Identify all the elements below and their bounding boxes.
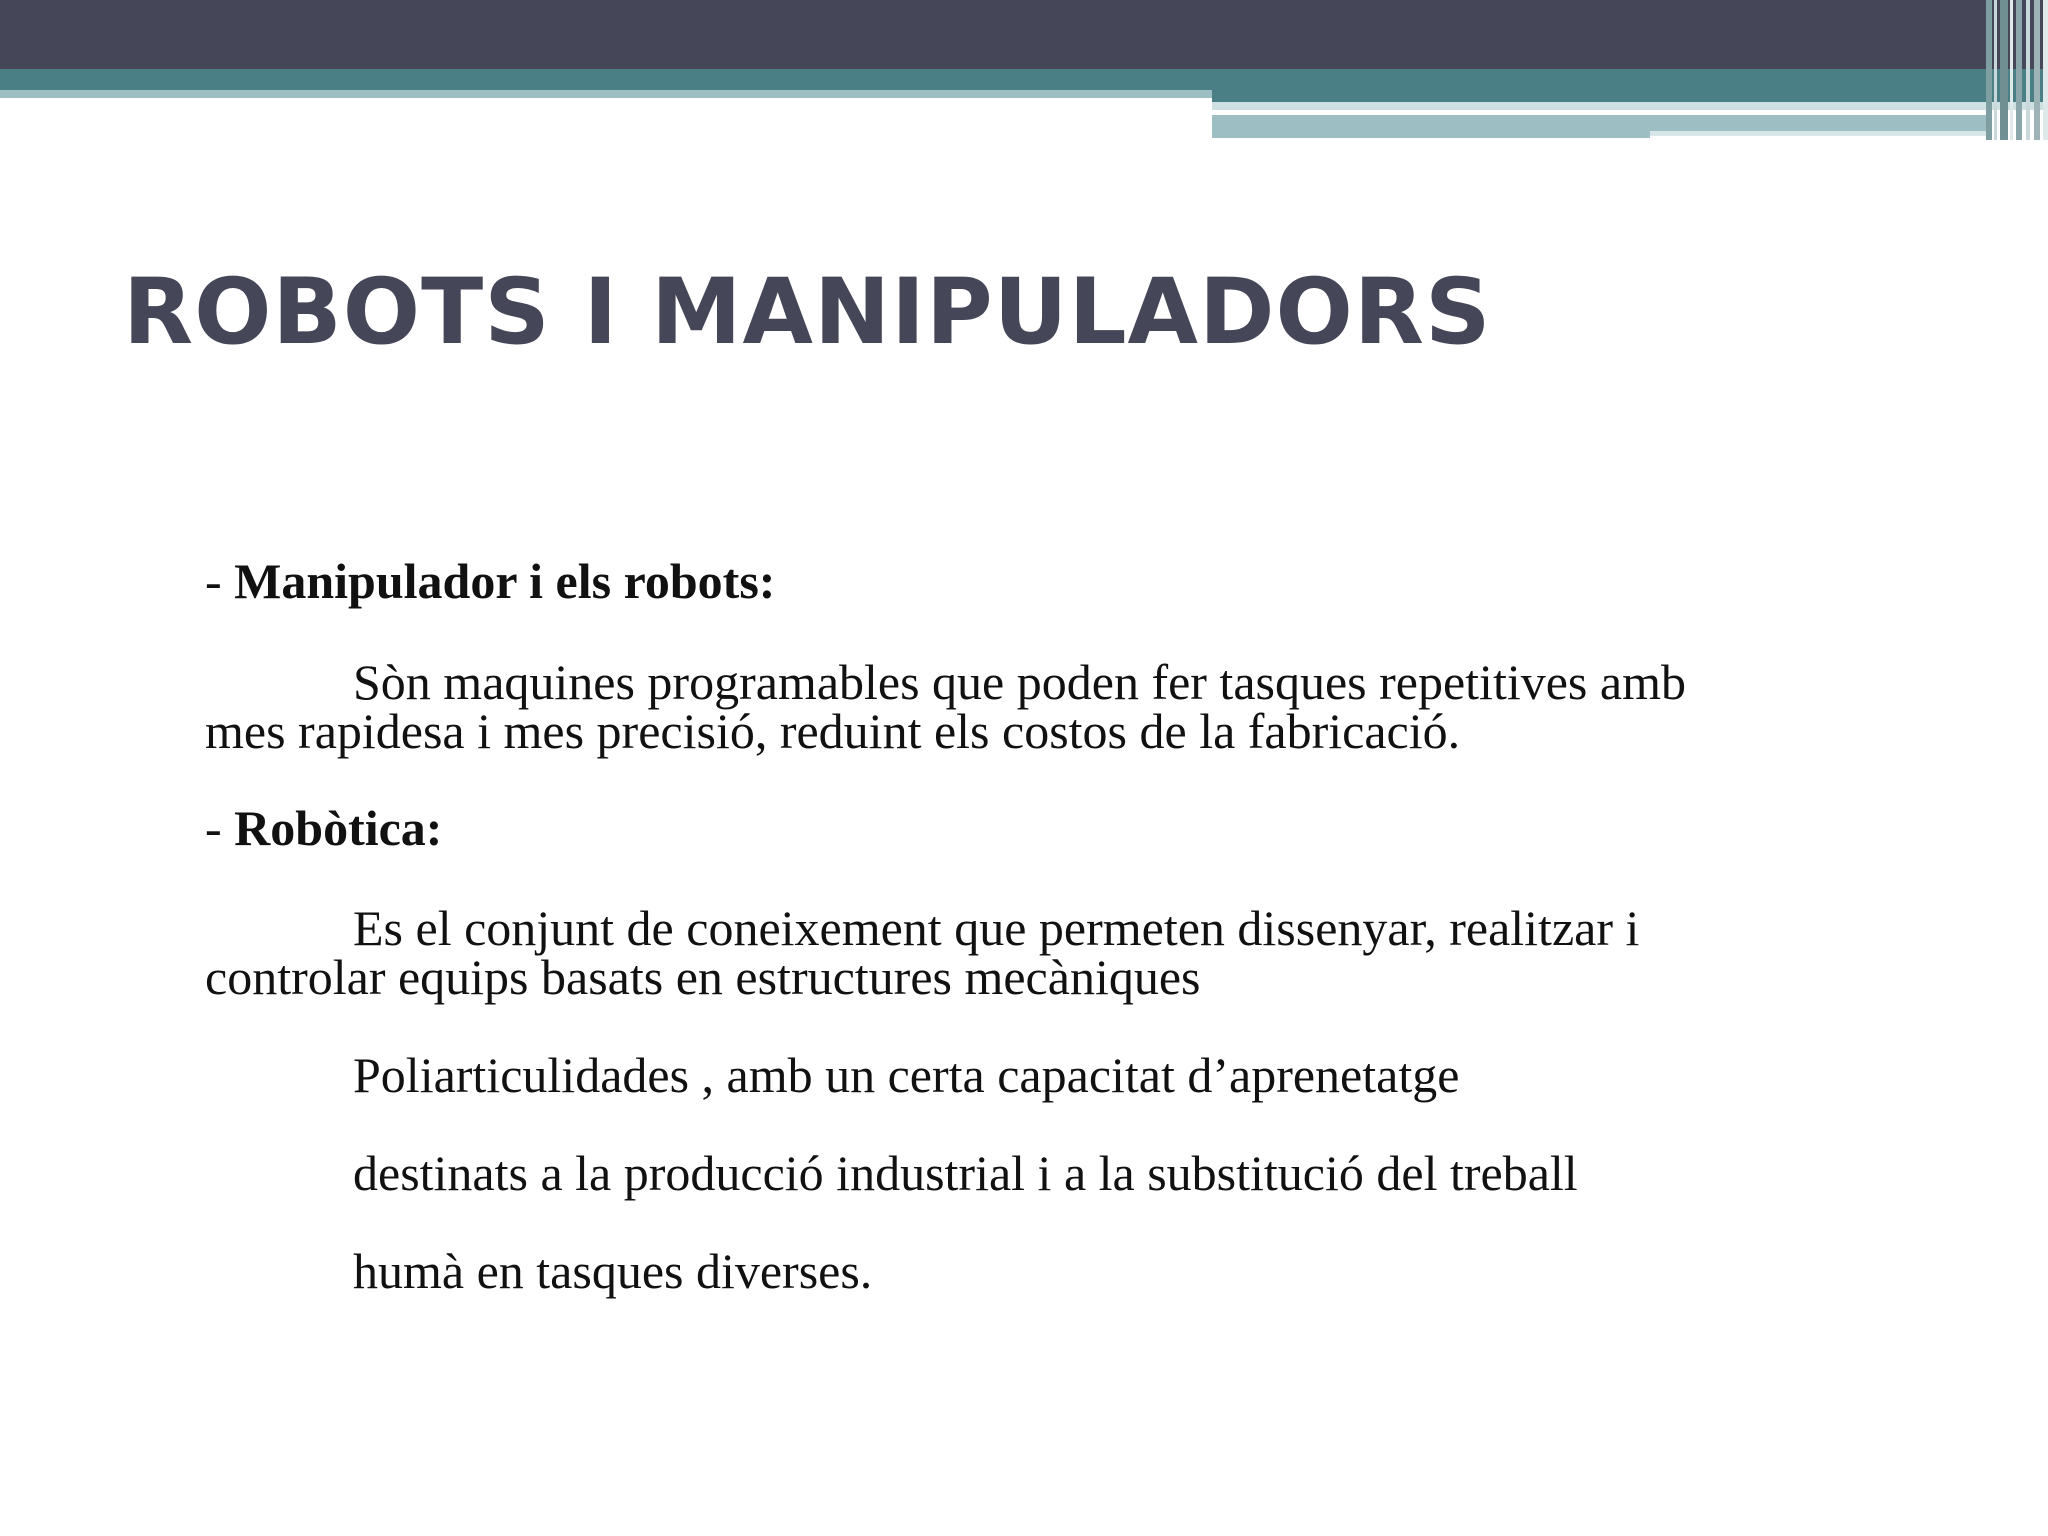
bullet-dash: - xyxy=(205,553,235,609)
header-band-right-lower xyxy=(1212,115,1650,138)
header-band-right xyxy=(1212,90,2048,102)
section-heading-robotica xyxy=(205,800,443,856)
paragraph-line: humà en tasques diverses. xyxy=(353,1243,873,1299)
header-band-teal xyxy=(0,69,2048,90)
section-heading-text: Manipulador i els robots: xyxy=(234,553,776,609)
slide-title: ROBOTS I MANIPULADORS xyxy=(123,260,1492,365)
header-edge-stripes xyxy=(1986,0,2048,140)
header-band-right-lower-extension xyxy=(1650,115,1990,131)
header-band-dark xyxy=(0,0,2048,69)
paragraph-line: Sòn maquines programables que poden fer tasques repetitives amb xyxy=(353,654,1686,710)
header-band-right-thin xyxy=(1650,131,1990,136)
paragraph-line: controlar equips basats en estructures mecàniques xyxy=(205,949,1201,1005)
header-band-light-left xyxy=(0,90,1212,98)
paragraph-line: Poliarticulidades , amb un certa capacitat d’aprenetatge xyxy=(353,1047,1460,1103)
bullet-dash: - xyxy=(205,800,235,856)
section-heading-manipulador xyxy=(205,553,776,609)
paragraph-line: Es el conjunt de coneixement que permeten dissenyar, realitzar i xyxy=(353,900,1640,956)
paragraph-line: mes rapidesa i mes precisió, reduint els costos de la fabricació. xyxy=(205,703,1461,759)
header-band-right-light xyxy=(1212,102,2048,110)
paragraph-line: destinats a la producció industrial i a la substitució del treball xyxy=(353,1145,1578,1201)
section-heading-text: Robòtica: xyxy=(234,800,443,856)
